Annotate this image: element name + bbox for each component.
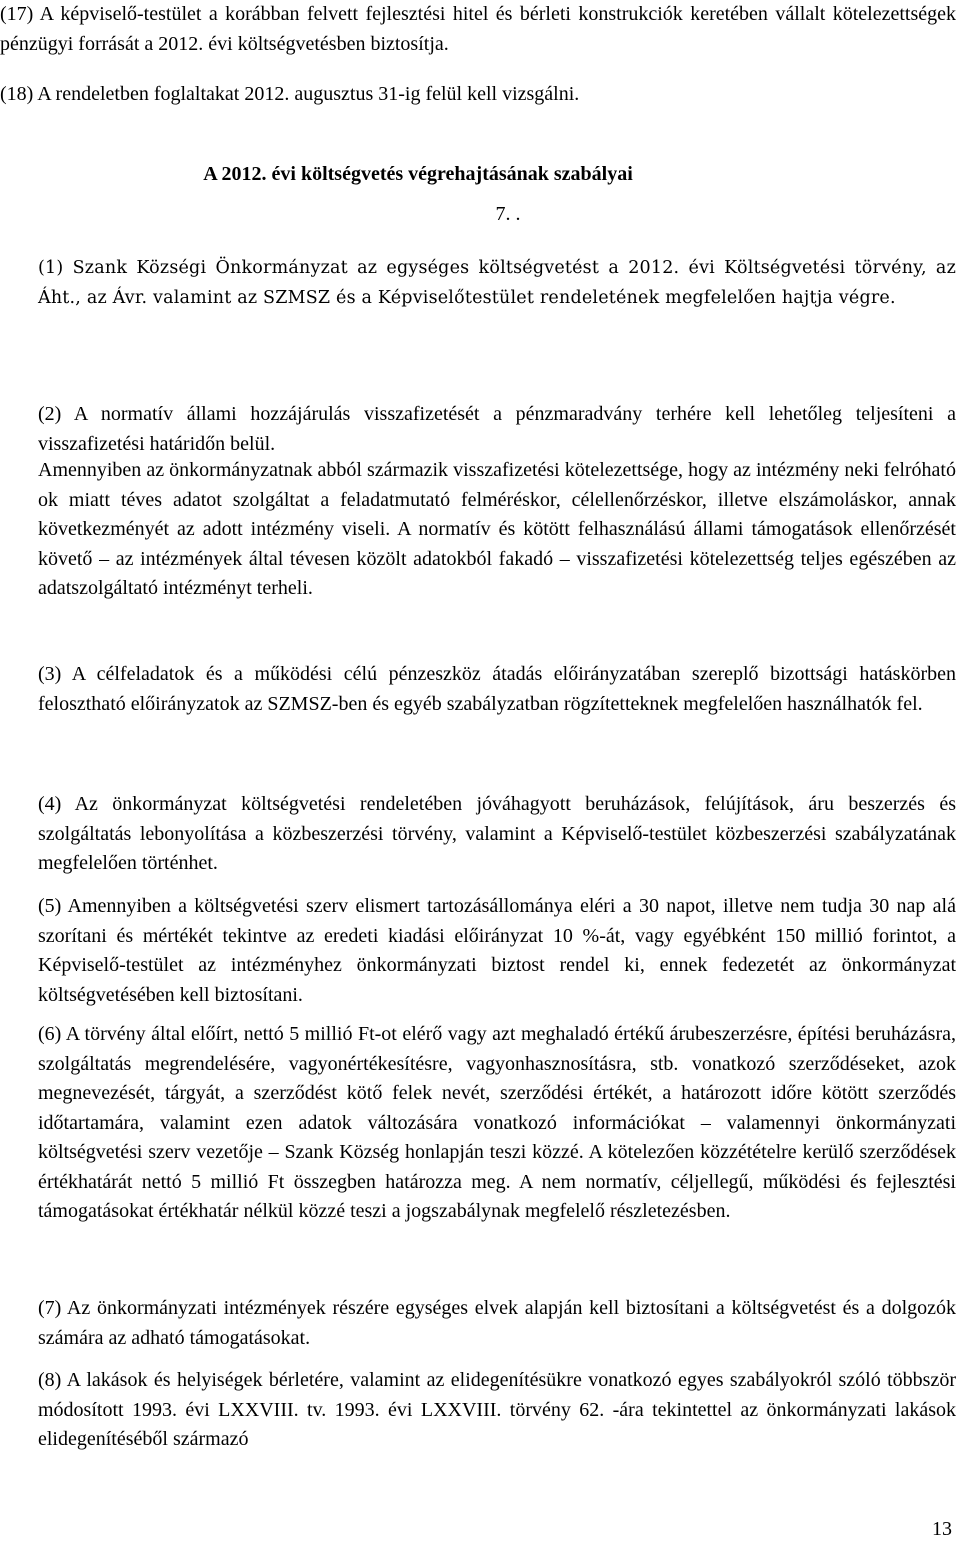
paragraph-5: (5) Amennyiben a költségvetési szerv elismert tartozásállománya eléri a 30 napot, illetve nem tudja 30 nap alá szorítani és mértékét tekintve az eredeti kiadási előirányzat 10 %-át, vagy egyébként 150 millió forintot, a Képviselő-testület az intézményhez önkormányzati biztost rendel ki, ennek fedezetét az önkormányzat költségvetésében kell biztosítani. <box>38 895 956 1006</box>
paragraph-4: (4) Az önkormányzat költségvetési rendeletében jóváhagyott beruházások, felújítások, áru beszerzés és szolgáltatás lebonyolítása a közbeszerzési törvény, valamint a Képviselő-testület közbeszerzési szabályzatának megfelelően történhet. <box>38 793 956 874</box>
paragraph-6: (6) A törvény által előírt, nettó 5 millió Ft-ot elérő vagy azt meghaladó értékű árubeszerzésre, építési beruházásra, szolgáltatás megrendelésére, vagyonértékesítésre, vagyonhasznosításra, stb. vonatkozó szerződéseket, azok megnevezését, tárgyát, a szerződést kötő felek nevét, szerződési értékét, a határozott időre kötött szerződés időtartamára, valamint ezen adatok változására vonatkozó információkat – valamennyi önkormányzati költségvetési szerv vezetője – Szank Község honlapján teszi közzé. A kötelezően közzétételre kerülő szerződések értékhatárát nettó 5 millió Ft összegben határozza meg. A nem normatív, céljellegű, működési és fejlesztési támogatásokat értékhatár nélkül közzé teszi a jogszabálynak megfelelő részletezésben. <box>38 1023 956 1222</box>
paragraph-1: (1) Szank Községi Önkormányzat az egységes költségvetést a 2012. évi Költségvetési törvény, az Áht., az Ávr. valamint az SZMSZ és a Képviselőtestület rendeletének megfelelően hajtja végre. <box>38 258 956 308</box>
paragraph-3: (3) A célfeladatok és a működési célú pénzeszköz átadás előirányzatában szereplő bizottsági hatáskörben felosztható előirányzatok az SZMSZ-ben és egyéb szabályzatban rögzítetteknek megfelelően használhatók fel. <box>38 663 956 715</box>
paragraph-8: (8) A lakások és helyiségek bérletére, valamint az elidegenítésükre vonatkozó egyes szabályokról szóló többször módosított 1993. évi LXXVIII. tv. 1993. évi LXXVIII. törvény 62. -ára tekintettel az önkormányzati lakások elidegenítéséből származó <box>38 1369 956 1450</box>
page-number: 13 <box>932 1518 952 1540</box>
paragraph-2: (2) A normatív állami hozzájárulás visszafizetését a pénzmaradvány terhére kell lehetőleg teljesíteni a visszafizetési határidőn belül. <box>38 403 956 455</box>
paragraph-17: (17) A képviselő-testület a korábban felvett fejlesztési hitel és bérleti konstrukciók keretében vállalt kötelezettségek pénzügyi forrását a 2012. évi költségvetésben biztosítja. <box>0 3 956 55</box>
paragraph-7: (7) Az önkormányzati intézmények részére egységes elvek alapján kell biztosítani a költségvetést és a dolgozók számára az adható támogatásokat. <box>38 1297 956 1349</box>
paragraph-18: (18) A rendeletben foglaltakat 2012. augusztus 31-ig felül kell vizsgálni. <box>0 83 580 105</box>
paragraph-2-continued: Amennyiben az önkormányzatnak abból származik visszafizetési kötelezettsége, hogy az intézmény neki felróható ok miatt téves adatot szolgáltat a feladatmutató felméréskor, célellenőrzéskor, illetve elszámoláskor, annak következményét az adott intézmény viseli. A normatív és kötött felhasználású állami támogatások ellenőrzését követő – az intézmények által tévesen közölt adatokból fakadó – visszafizetési kötelezettség teljes egészében az adatszolgáltató intézményt terheli. <box>38 459 956 599</box>
section-number: 7. . <box>495 203 521 225</box>
section-heading: A 2012. évi költségvetés végrehajtásának szabályai <box>203 163 633 185</box>
